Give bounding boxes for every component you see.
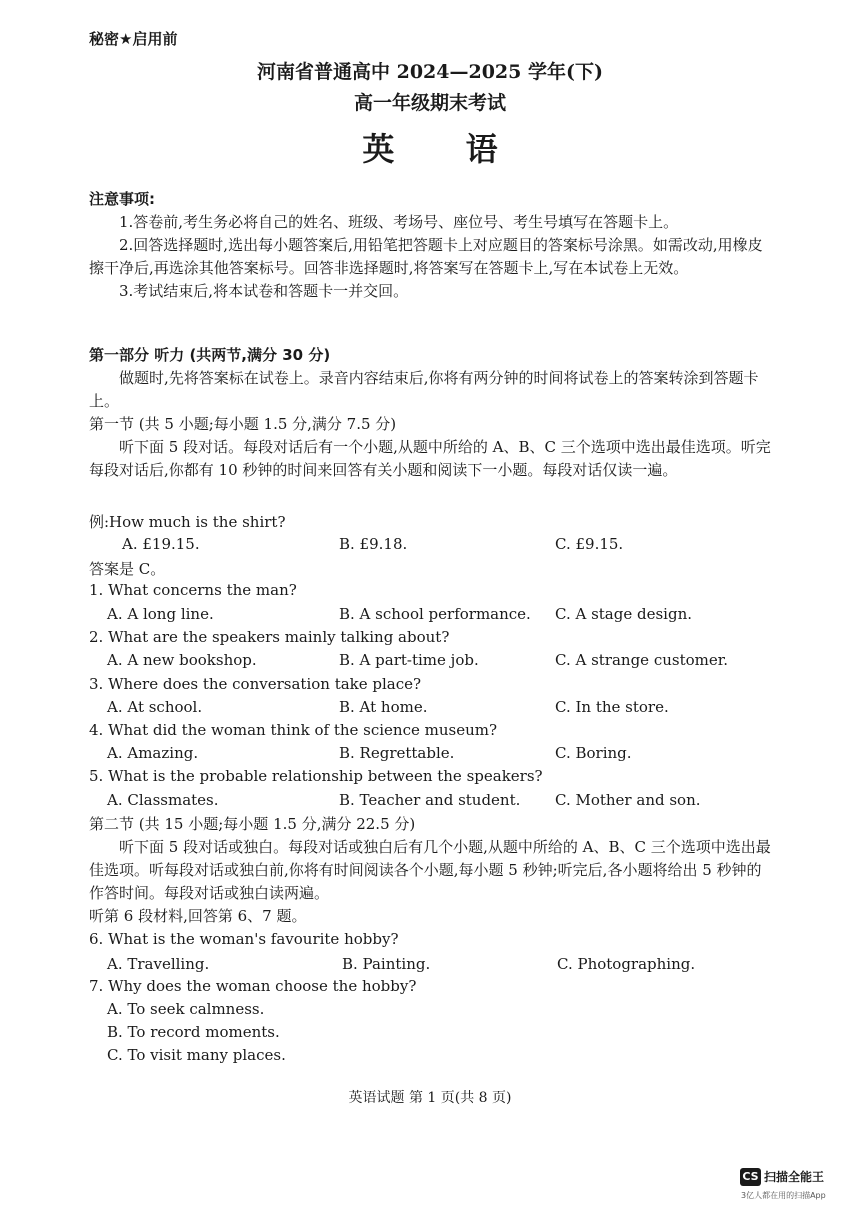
page-footer: 英语试题 第 1 页(共 8 页) (348, 1090, 512, 1106)
question-4-option-b: B. Regrettable. (339, 744, 455, 762)
question-6-option-c: C. Photographing. (557, 955, 696, 973)
notes-item-1: 1.答卷前,考生务必将自己的姓名、班级、考场号、座位号、考生号填写在答题卡上。 (119, 213, 679, 231)
section2-heading: 第二节 (共 15 小题;每小题 1.5 分,满分 22.5 分) (89, 815, 416, 833)
scanner-app-name: 扫描全能王 (764, 1170, 825, 1184)
section1-intro: 听下面 5 段对话。每段对话后有一个小题,从题中所给的 A、B、C 三个选项中选出最佳选项。听完每段对话后,你都有 10 秒钟的时间来回答有关小题和阅读下一小题。每段对话仅读一遍。 (89, 438, 771, 479)
question-4: 4. What did the woman think of the science museum? (89, 721, 498, 739)
section2-intro: 听下面 5 段对话或独白。每段对话或独白后有几个小题,从题中所给的 A、B、C 三个选项中选出最佳选项。听每段对话或独白前,你将有时间阅读各个小题,每小题 5 秒钟;听完后,各小题将给出 5 秒钟的作答时间。每段对话或独白读两遍。 (89, 838, 771, 902)
exam-subtitle: 高一年级期末考试 (353, 92, 506, 114)
question-3: 3. Where does the conversation take place? (89, 675, 422, 693)
scanner-tagline: 3亿人都在用的扫描App (741, 1191, 826, 1200)
question-7: 7. Why does the woman choose the hobby? (89, 977, 417, 995)
section1-heading: 第一节 (共 5 小题;每小题 1.5 分,满分 7.5 分) (89, 415, 397, 433)
notes-heading: 注意事项: (89, 190, 155, 208)
question-5-option-c: C. Mother and son. (555, 791, 701, 809)
question-4-option-a: A. Amazing. (107, 744, 199, 762)
question-1: 1. What concerns the man? (89, 581, 297, 599)
example-option-a: A. £19.15. (122, 535, 200, 553)
part1-heading: 第一部分 听力 (共两节,满分 30 分) (89, 346, 331, 364)
subject-title: 英 语 (362, 130, 528, 168)
question-3-option-b: B. At home. (339, 698, 428, 716)
notes-item-3: 3.考试结束后,将本试卷和答题卡一并交回。 (119, 282, 409, 300)
question-5: 5. What is the probable relationship between the speakers? (89, 767, 543, 785)
question-6-option-b: B. Painting. (342, 955, 431, 973)
question-5-option-a: A. Classmates. (107, 791, 219, 809)
question-1-option-b: B. A school performance. (339, 605, 531, 623)
notes-section (89, 188, 774, 303)
question-2-option-a: A. A new bookshop. (107, 651, 257, 669)
question-5-option-b: B. Teacher and student. (339, 791, 521, 809)
question-7-option-a: A. To seek calmness. (107, 1000, 265, 1018)
question-3-option-a: A. At school. (107, 698, 203, 716)
question-1-option-c: C. A stage design. (555, 605, 692, 623)
question-2-option-b: B. A part-time job. (339, 651, 479, 669)
example-option-b: B. £9.18. (339, 535, 408, 553)
example-option-c: C. £9.15. (555, 535, 624, 553)
question-7-option-b: B. To record moments. (107, 1023, 280, 1041)
material-6-instruction: 听第 6 段材料,回答第 6、7 题。 (89, 907, 307, 925)
scanner-watermark (740, 1166, 824, 1186)
example-answer: 答案是 C。 (89, 560, 166, 578)
exam-title: 河南省普通高中 2024—2025 学年(下) (257, 61, 603, 83)
part1-intro: 做题时,先将答案标在试卷上。录音内容结束后,你将有两分钟的时间将试卷上的答案转涂到答题卡上。 (89, 369, 759, 410)
part1-section (89, 344, 774, 482)
question-7-option-c: C. To visit many places. (107, 1046, 286, 1064)
question-6-option-a: A. Travelling. (107, 955, 210, 973)
question-4-option-c: C. Boring. (555, 744, 632, 762)
question-2: 2. What are the speakers mainly talking about? (89, 628, 450, 646)
confidential-label: 秘密★启用前 (89, 30, 178, 48)
question-6: 6. What is the woman's favourite hobby? (89, 930, 399, 948)
question-3-option-c: C. In the store. (555, 698, 669, 716)
question-2-option-c: C. A strange customer. (555, 651, 729, 669)
question-1-option-a: A. A long line. (107, 605, 214, 623)
section2 (89, 813, 774, 928)
camscanner-logo-icon: CS (740, 1168, 761, 1186)
example-question: 例:How much is the shirt? (89, 513, 286, 531)
notes-item-2: 2.回答选择题时,选出每小题答案后,用铅笔把答题卡上对应题目的答案标号涂黑。如需改动,用橡皮擦干净后,再选涂其他答案标号。回答非选择题时,将答案写在答题卡上,写在本试卷上无效。 (89, 236, 763, 277)
